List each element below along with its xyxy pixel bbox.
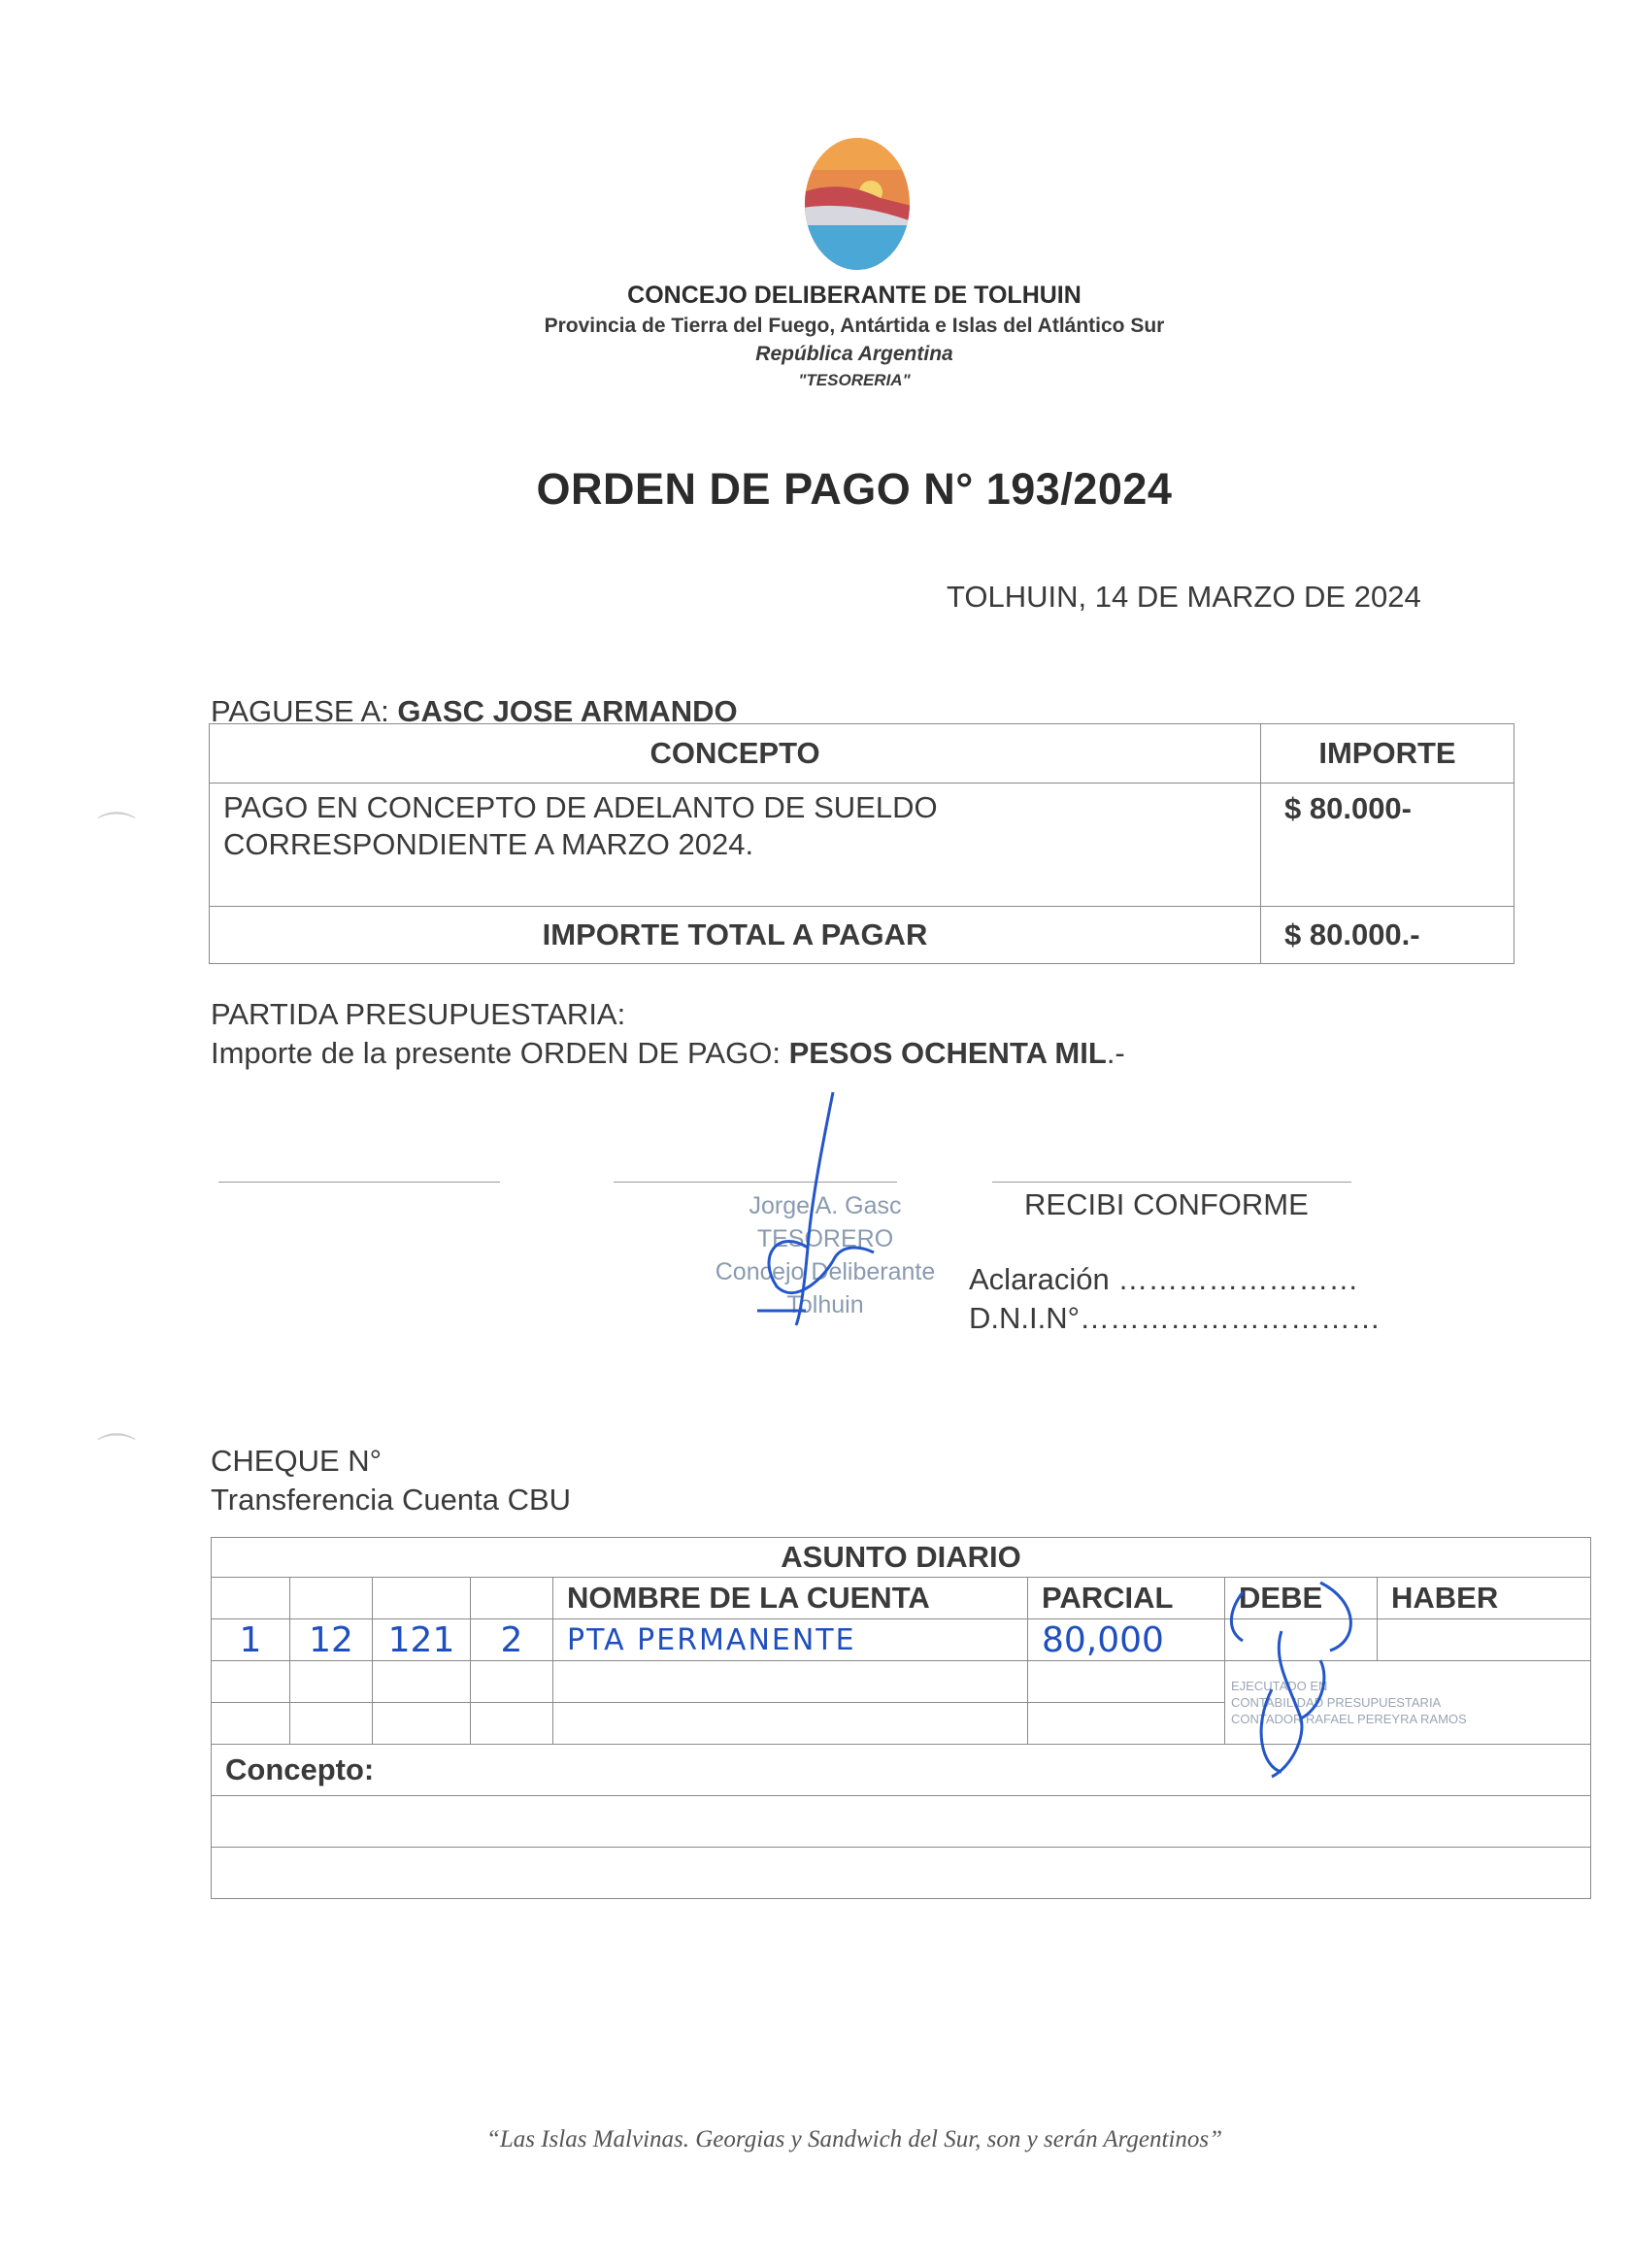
budget-label: PARTIDA PRESUPUESTARIA: xyxy=(211,997,626,1031)
diario-hand-code: 12 xyxy=(290,1619,373,1661)
payee-label: PAGUESE A: xyxy=(211,694,389,728)
budget-amount-suffix: .- xyxy=(1106,1036,1125,1070)
accounting-stamp-line: EJECUTADO EN xyxy=(1231,1679,1328,1693)
diario-code-cell xyxy=(290,1578,373,1619)
concejo-deliberante-logo xyxy=(803,136,912,272)
receipt-title: RECIBI CONFORME xyxy=(1024,1187,1309,1221)
diario-concept-label: Concepto: xyxy=(212,1745,1591,1796)
budget-amount-label: Importe de la presente ORDEN DE PAGO: xyxy=(211,1036,781,1070)
diario-partial-header: PARCIAL xyxy=(1028,1578,1225,1619)
diario-concept-row xyxy=(212,1796,1591,1848)
amount-cell: $ 80.000- xyxy=(1261,784,1514,907)
diario-code-cell xyxy=(212,1578,290,1619)
diario-code-cell xyxy=(373,1578,471,1619)
budget-amount-words: PESOS OCHENTA MIL xyxy=(788,1036,1107,1070)
diario-account-header: NOMBRE DE LA CUENTA xyxy=(553,1578,1028,1619)
hole-punch-mark: ⌒ xyxy=(97,1432,136,1475)
diario-debit-header: DEBE xyxy=(1225,1578,1378,1619)
concept-line-2: CORRESPONDIENTE A MARZO 2024. xyxy=(223,827,754,861)
signature-line-3 xyxy=(992,1182,1351,1183)
department-name: "TESORERIA" xyxy=(798,371,911,389)
payee-name: GASC JOSE ARMANDO xyxy=(397,694,738,728)
diario-hand-account: PTA PERMANENTE xyxy=(553,1619,1028,1661)
diario-credit-header: HABER xyxy=(1378,1578,1591,1619)
diario-title: ASUNTO DIARIO xyxy=(212,1538,1591,1578)
transfer-label: Transferencia Cuenta CBU xyxy=(211,1483,572,1517)
stamp-name: Jorge A. Gasc xyxy=(749,1192,902,1219)
motto: “Las Islas Malvinas. Georgias y Sandwich del Sur, son y serán Argentinos” xyxy=(485,2126,1223,2152)
cheque-label: CHEQUE N° xyxy=(211,1444,383,1478)
diario-credit-cell xyxy=(1378,1619,1591,1661)
concept-header: CONCEPTO xyxy=(210,724,1261,784)
payment-table xyxy=(209,723,1514,964)
accounting-stamp-line: CONTABILIDAD PRESUPUESTARIA xyxy=(1231,1695,1442,1710)
diario-hand-code: 2 xyxy=(471,1619,553,1661)
signature-line-1 xyxy=(218,1182,500,1183)
document-title: ORDEN DE PAGO N° 193/2024 xyxy=(536,464,1173,514)
accounting-stamp-line: CONTADOR RAFAEL PEREYRA RAMOS xyxy=(1231,1712,1467,1726)
diario-hand-partial: 80,000 xyxy=(1028,1619,1225,1661)
document-date: TOLHUIN, 14 DE MARZO DE 2024 xyxy=(947,580,1421,614)
stamp-role: TESORERO xyxy=(756,1225,894,1252)
diario-hand-code: 1 xyxy=(212,1619,290,1661)
accounting-signature xyxy=(1214,1573,1388,1786)
republic-name: República Argentina xyxy=(755,343,953,365)
amount-header: IMPORTE xyxy=(1261,724,1514,784)
receipt-aclaracion: Aclaración …………………… xyxy=(969,1262,1359,1296)
province-name: Provincia de Tierra del Fuego, Antártida e Islas del Atlántico Sur xyxy=(544,315,1165,337)
hole-punch-mark: ⌒ xyxy=(97,811,136,853)
concept-line-1: PAGO EN CONCEPTO DE ADELANTO DE SUELDO xyxy=(223,790,938,824)
stamp-org: Concejo Deliberante Tolhuin xyxy=(715,1258,936,1318)
diario-concept-row xyxy=(212,1848,1591,1899)
receipt-dni: D.N.I.N°………………………… xyxy=(969,1301,1381,1335)
diario-hand-code: 121 xyxy=(373,1619,471,1661)
org-name: CONCEJO DELIBERANTE DE TOLHUIN xyxy=(627,282,1082,309)
budget-amount-line xyxy=(211,1036,1125,1071)
diario-code-cell xyxy=(471,1578,553,1619)
total-amount: $ 80.000.- xyxy=(1261,907,1514,964)
treasurer-signature xyxy=(718,1083,932,1335)
concept-cell xyxy=(210,784,1261,907)
total-label: IMPORTE TOTAL A PAGAR xyxy=(210,907,1261,964)
